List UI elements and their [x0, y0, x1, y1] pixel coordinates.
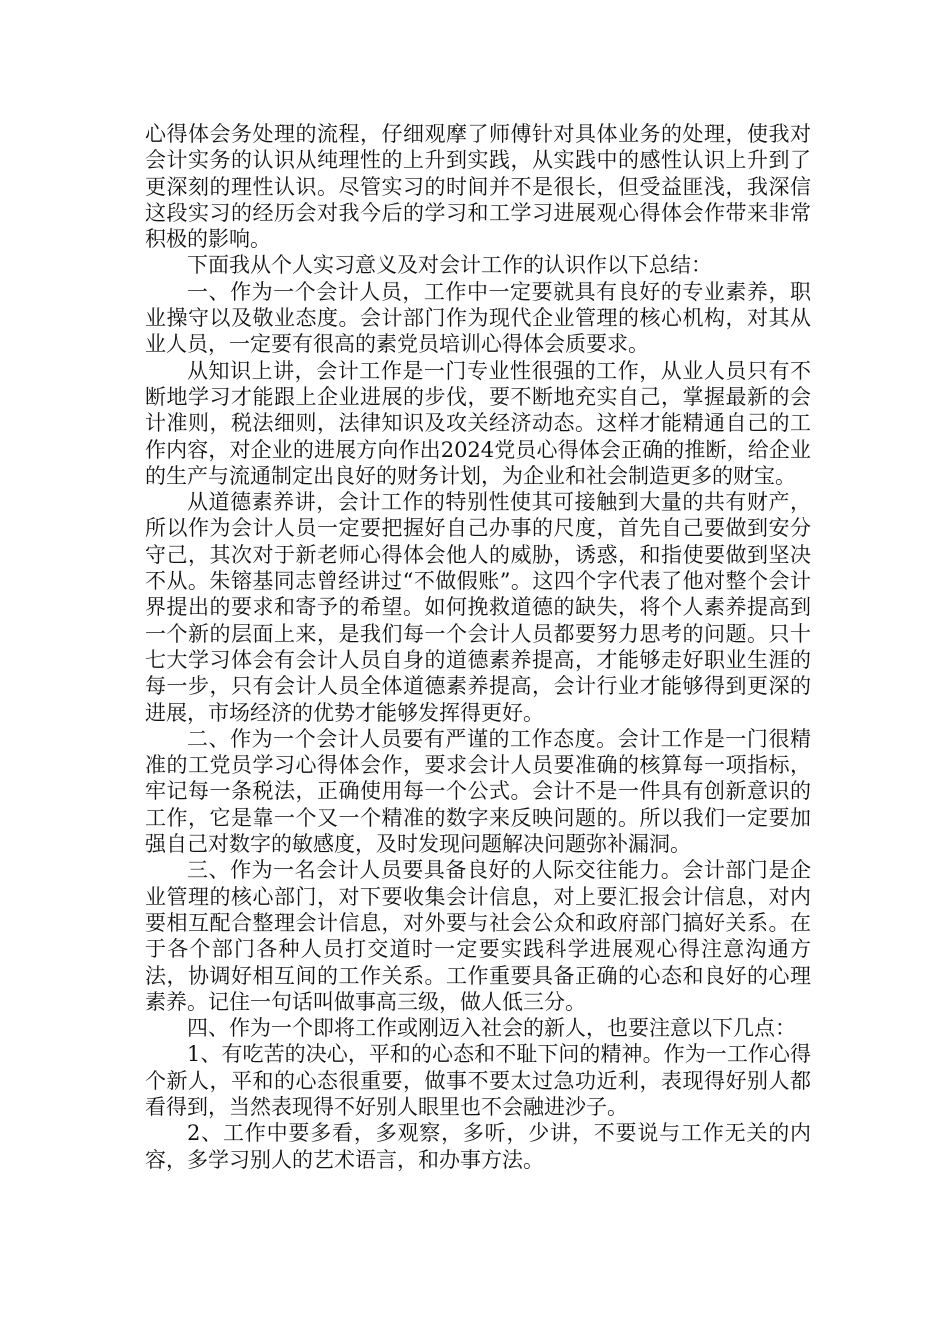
- paragraph: 三、作为一名会计人员要具备良好的人际交往能力。会计部门是企业管理的核心部门，对下要收集会计信息，对上要汇报会计信息，对内要相互配合整理会计信息，对外要与社会公众和政府部门搞好关系。在于各个部门各种人员打交道时一定要实践科学进展观心得注意沟通方法，协调好相互间的工作关系。工作重要具备正确的心态和良好的心理素养。记住一句话叫做事高三级，做人低三分。: [145, 858, 811, 1014]
- paragraph: 1、有吃苦的决心，平和的心态和不耻下问的精神。作为一工作心得个新人，平和的心态很重要，做事不要太过急功近利，表现得好别人都看得到，当然表现得不好别人眼里也不会融进沙子。: [145, 1042, 811, 1119]
- paragraph: 下面我从个人实习意义及对会计工作的认识作以下总结：: [187, 253, 712, 278]
- paragraph: 四、作为一个即将工作或刚迈入社会的新人，也要注意以下几点：: [187, 1016, 796, 1041]
- paragraph: 心得体会务处理的流程，仔细观摩了师傅针对具体业务的处理，使我对会计实务的认识从纯理性的上升到实践，从实践中的感性认识上升到了更深刻的理性认识。尽管实习的时间并不是很长，但受益匪浅，我深信这段实习的经历会对我今后的学习和工学习进展观心得体会作带来非常积极的影响。: [145, 122, 811, 252]
- document-body: [145, 121, 811, 1173]
- paragraph: 从知识上讲，会计工作是一门专业性很强的工作，从业人员只有不断地学习才能跟上企业进展的步伐，要不断地充实自己，掌握最新的会计准则，税法细则，法律知识及攻关经济动态。这样才能精通自己的工作内容，对企业的进展方向作出2024党员心得体会正确的推断，给企业的生产与流通制定出良好的财务计划，为企业和社会制造更多的财宝。: [145, 358, 811, 488]
- paragraph: 二、作为一个会计人员要有严谨的工作态度。会计工作是一门很精准的工党员学习心得体会作，要求会计人员要准确的核算每一项指标，牢记每一条税法，正确使用每一个公式。会计不是一件具有创新意识的工作，它是靠一个又一个精准的数字来反映问题的。所以我们一定要加强自己对数字的敏感度，及时发现问题解决问题弥补漏洞。: [145, 726, 811, 857]
- paragraph: 2、工作中要多看，多观察，多听，少讲，不要说与工作无关的内容，多学习别人的艺术语言，和办事方法。: [145, 1121, 811, 1172]
- paragraph: 从道德素养讲，会计工作的特别性使其可接触到大量的共有财产，所以作为会计人员一定要把握好自己办事的尺度，首先自己要做到安分守己，其次对于新老师心得体会他人的威胁，诱惑，和指使要做到坚决不从。朱镕基同志曾经讲过“不做假账”。这四个字代表了他对整个会计界提出的要求和寄予的希望。如何挽救道德的缺失，将个人素养提高到一个新的层面上来，是我们每一个会计人员都要努力思考的问题。只十七大学习体会有会计人员自身的道德素养提高，才能够走好职业生涯的每一步，只有会计人员全体道德素养提高，会计行业才能够得到更深的进展，市场经济的优势才能够发挥得更好。: [145, 490, 811, 725]
- paragraph: 一、作为一个会计人员，工作中一定要就具有良好的专业素养，职业操守以及敬业态度。会计部门作为现代企业管理的核心机构，对其从业人员，一定要有很高的素党员培训心得体会质要求。: [145, 279, 811, 357]
